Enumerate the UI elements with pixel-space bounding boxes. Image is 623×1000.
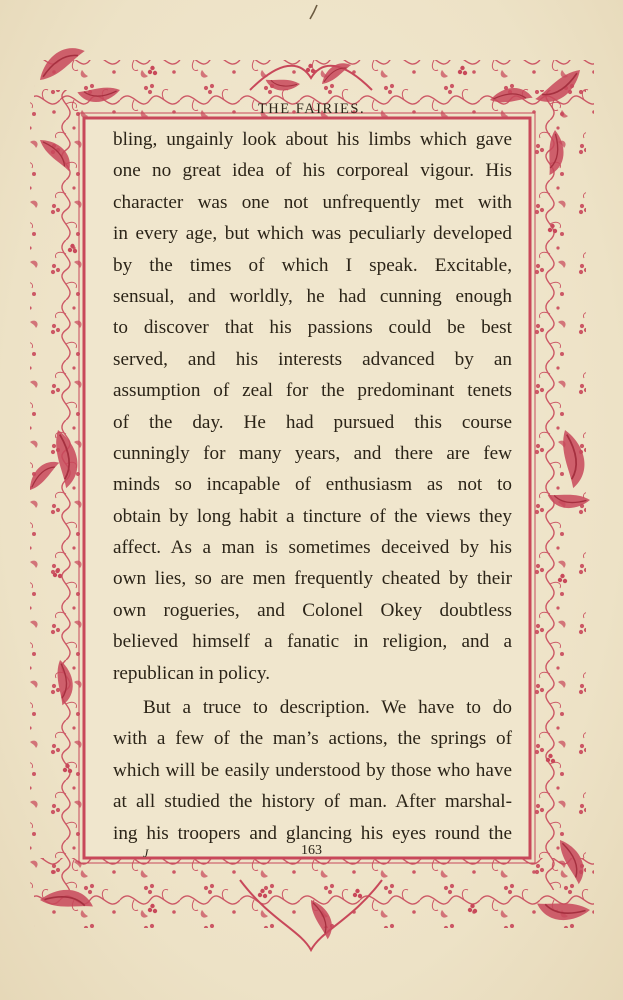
page-number: 163 [301, 843, 322, 858]
text-line: own lies, so are men frequently cheated by their [113, 568, 512, 590]
text-line: obtain by long habit a tincture of the views they [113, 505, 512, 527]
text-line: by the times of which I speak. Excitable, [113, 254, 512, 276]
text-line: believed himself a fanatic in religion, and a [113, 631, 512, 653]
text-line: bling, ungainly look about his limbs which gave [113, 129, 512, 150]
text-line: of the day. He had pursued this course [113, 411, 512, 433]
text-line: at all studied the history of man. After marshal- [113, 791, 512, 813]
body-text [113, 124, 512, 849]
text-line: in every age, but which was peculiarly developed [113, 223, 512, 245]
text-line: republican in policy. [113, 662, 271, 684]
text-line: own rogueries, and Colonel Okey doubtless [113, 599, 512, 621]
text-line: affect. As a man is sometimes deceived by his [113, 537, 512, 559]
text-line: assumption of zeal for the predominant tenets [113, 380, 512, 402]
signature-mark: J [143, 846, 149, 860]
text-line: one no great idea of his corporeal vigour. His [113, 160, 512, 182]
text-line: cunningly for many years, and there are few [113, 442, 512, 464]
text-line: character was one not unfrequently met with [113, 191, 512, 213]
text-line: ing his troopers and glancing his eyes round the [113, 822, 512, 844]
text-line: which will be easily understood by those who have [113, 759, 512, 781]
text-line: sensual, and worldly, he had cunning enough [113, 285, 512, 307]
paragraph-start-line: But a truce to description. We have to do [143, 697, 512, 719]
text-line: minds so incapable of enthusiasm as not to [113, 474, 512, 496]
text-line: served, and his interests advanced by an [113, 348, 512, 370]
pencil-mark [307, 4, 321, 20]
running-head: THE FAIRIES. [257, 101, 366, 117]
text-line: to discover that his passions could be best [113, 317, 512, 339]
text-line: with a few of the man’s actions, the springs of [113, 728, 512, 750]
